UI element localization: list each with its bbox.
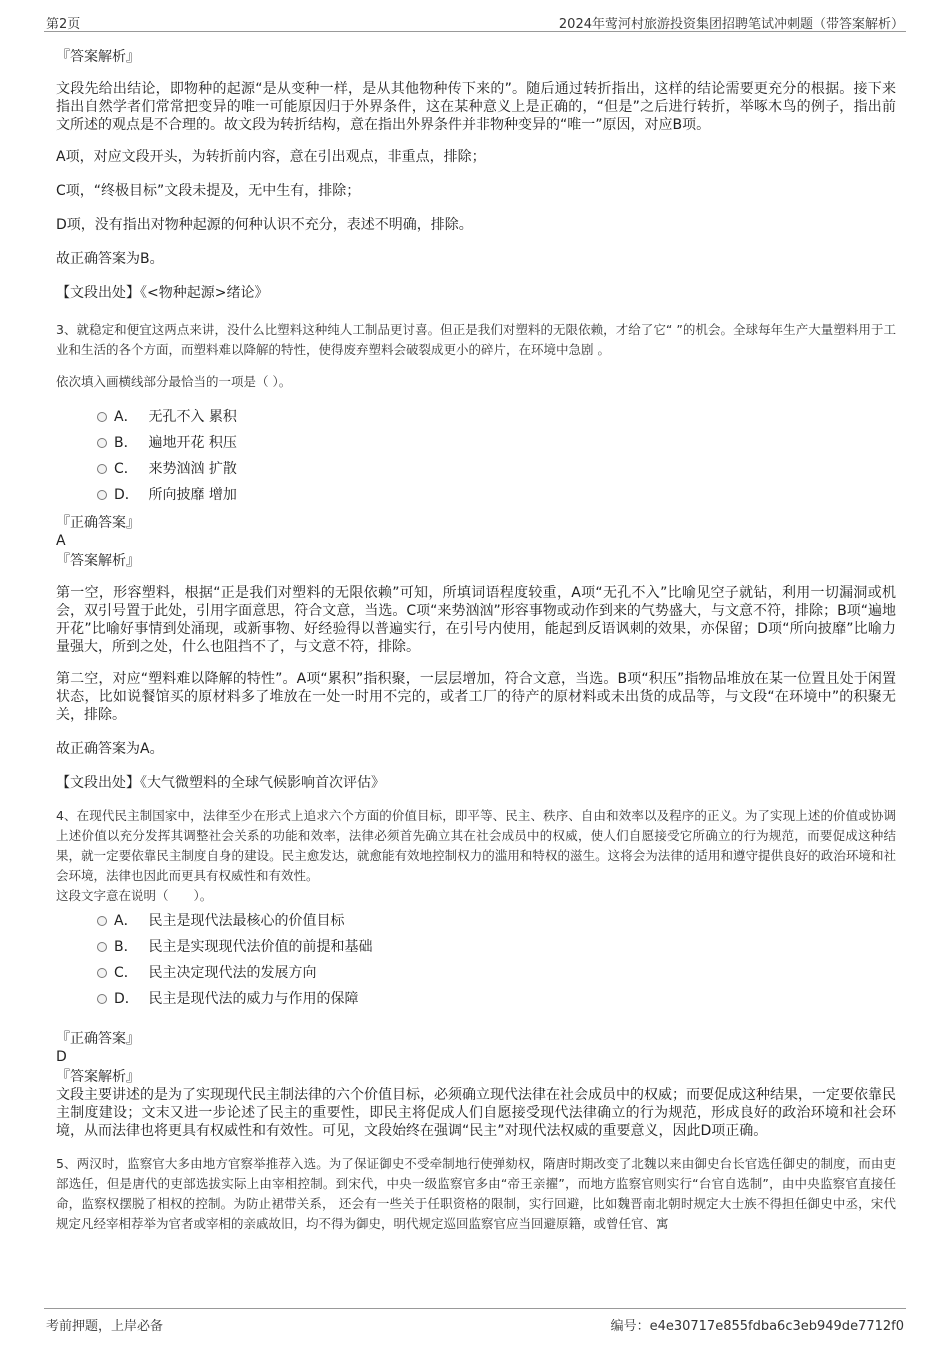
option-letter: D．	[114, 991, 139, 1007]
footer-slogan: 考前押题，上岸必备	[46, 1319, 164, 1334]
q3-options	[56, 404, 896, 508]
q4-option-b[interactable]	[56, 934, 896, 960]
document-content	[56, 46, 896, 1234]
option-text: 民主决定现代法的发展方向	[148, 965, 317, 981]
radio-button-icon[interactable]	[97, 412, 107, 422]
q2-analysis-para: C项，“终极目标”文段未提及，无中生有，排除；	[56, 183, 361, 199]
q4-prompt: 这段文字意在说明（ ）。	[56, 888, 213, 903]
option-text: 民主是现代法最核心的价值目标	[148, 913, 345, 929]
q4-option-d[interactable]	[56, 986, 896, 1012]
radio-button-icon[interactable]	[97, 438, 107, 448]
q3-analysis-para: 第一空，形容塑料，根据“正是我们对塑料的无限依赖”可知，所填词语程度较重，A项“无孔不入”比喻见空子就钻，利用一切漏洞或机会，双引号置于此处，引用字面意思，符合文意，当选。C项“来势汹汹”形容事物或动作到来的气势盛大，与文意不符，排除；B项“遍地开花”比喻好事情到处涌现，或新事物、好经验得以普遍实行，在引号内使用，能起到反语讽刺的效果，亦保留；D项“所向披靡”比喻力量强大，所到之处，什么也阻挡不了，与文意不符，排除。	[56, 585, 896, 655]
option-text: 无孔不入 累积	[148, 409, 237, 425]
q3-stem: 3、就稳定和便宜这两点来讲，没什么比塑料这种纯人工制品更讨喜。但正是我们对塑料的无限依赖，才给了它“ ”的机会。全球每年生产大量塑料用于工业和生活的各个方面，而塑料难以降解的特性，使得废弃塑料会破裂成更小的碎片，在环境中急剧 。	[56, 322, 896, 357]
correct-answer-label: 『正确答案』	[56, 1031, 140, 1047]
q4-options	[56, 908, 896, 1012]
option-letter: A．	[114, 913, 138, 929]
option-letter: A．	[114, 409, 138, 425]
q3-option-c[interactable]	[56, 456, 896, 482]
q2-conclusion: 故正确答案为B。	[56, 251, 164, 267]
q4-option-c[interactable]	[56, 960, 896, 986]
option-letter: B．	[114, 939, 138, 955]
option-text: 遍地开花 积压	[148, 435, 237, 451]
radio-button-icon[interactable]	[97, 464, 107, 474]
analysis-label: 『答案解析』	[56, 553, 140, 569]
radio-button-icon[interactable]	[97, 994, 107, 1004]
q3-option-d[interactable]	[56, 482, 896, 508]
q4-answer: D	[56, 1049, 67, 1065]
q3-analysis-para: 第二空，对应“塑料难以降解的特性”。A项“累积”指积聚，一层层增加，符合文意，当选。B项“积压”指物品堆放在某一位置且处于闲置状态，比如说餐馆买的原材料多了堆放在一处一时用不完的，或者工厂的待产的原材料或未出货的成品等，与文段“在环境中”的积聚无关，排除。	[56, 671, 896, 723]
option-text: 所向披靡 增加	[148, 487, 237, 503]
option-text: 来势汹汹 扩散	[148, 461, 237, 477]
q3-answer: A	[56, 533, 66, 549]
document-title: 2024年莺河村旅游投资集团招聘笔试冲刺题（带答案解析）	[558, 17, 904, 32]
page-number: 第2页	[46, 17, 81, 32]
q3-prompt: 依次填入画横线部分最恰当的一项是（ ）。	[56, 374, 292, 389]
option-letter: D．	[114, 487, 139, 503]
q4-option-a[interactable]	[56, 908, 896, 934]
q5-stem: 5、两汉时，监察官大多由地方官察举推荐入选。为了保证御史不受牵制地行使弹劾权，隋唐时期改变了北魏以来由御史台长官选任御史的制度，而由吏部选任，但是唐代的吏部选拔实际上由宰相控制。到宋代，中央一级监察官多由“帝王亲擢”，而地方监察官则实行“台官自选制”，由中央监察官直接任命，监察权摆脱了相权的控制。为防止裙带关系， 还会有一些关于任职资格的限制，实行回避，比如魏晋南北朝时规定大士族不得担任御史中丞，宋代规定凡经宰相荐举为官者或宰相的亲戚故旧，均不得为御史，明代规定巡回监察官应当回避原籍，或曾任官、寓	[56, 1156, 896, 1231]
q3-conclusion: 故正确答案为A。	[56, 741, 164, 757]
page-footer	[44, 1308, 906, 1333]
radio-button-icon[interactable]	[97, 916, 107, 926]
q4-stem: 4、在现代民主制国家中，法律至少在形式上追求六个方面的价值目标，即平等、民主、秩序、自由和效率以及程序的正义。为了实现上述的价值或协调上述价值以充分发挥其调整社会关系的功能和效率，法律必须首先确立其在社会成员中的权威，使人们自愿接受它所确立的行为规范，而要促成这种结果，就一定要依靠民主制度自身的建设。民主愈发达，就愈能有效地控制权力的滥用和特权的滋生。这将会为法律的适用和遵守提供良好的政治环境和社会环境，法律也因此而更具有权威性和有效性。	[56, 808, 896, 883]
option-letter: C．	[114, 461, 138, 477]
option-text: 民主是现代法的威力与作用的保障	[148, 991, 359, 1007]
option-letter: C．	[114, 965, 138, 981]
radio-button-icon[interactable]	[97, 490, 107, 500]
q2-analysis-para: A项，对应文段开头，为转折前内容，意在引出观点，非重点，排除；	[56, 149, 486, 165]
q2-analysis-para: 文段先给出结论，即物种的起源“是从变种一样，是从其他物种传下来的”。随后通过转折指出，这样的结论需要更充分的根据。接下来指出自然学者们常常把变异的唯一可能原因归于外界条件，这在某种意义上是正确的，“但是”之后进行转折，举啄木鸟的例子，指出前文所述的观点是不合理的。故文段为转折结构，意在指出外界条件并非物种变异的“唯一”原因，对应B项。	[56, 81, 896, 133]
q3-source: 【文段出处】《大气微塑料的全球气候影响首次评估》	[56, 775, 385, 791]
option-letter: B．	[114, 435, 138, 451]
document-id: 编号：e4e30717e855fdba6c3eb949de7712f0	[610, 1319, 904, 1334]
radio-button-icon[interactable]	[97, 942, 107, 952]
analysis-label: 『答案解析』	[56, 49, 140, 65]
q3-option-b[interactable]	[56, 430, 896, 456]
analysis-label: 『答案解析』	[56, 1069, 140, 1085]
q2-source: 【文段出处】《<物种起源>绪论》	[56, 285, 269, 301]
correct-answer-label: 『正确答案』	[56, 515, 140, 531]
q2-analysis-para: D项，没有指出对物种起源的何种认识不充分，表述不明确，排除。	[56, 217, 473, 233]
radio-button-icon[interactable]	[97, 968, 107, 978]
page-header	[44, 9, 906, 32]
q4-analysis: 文段主要讲述的是为了实现现代民主制法律的六个价值目标，必须确立现代法律在社会成员中的权威；而要促成这种结果，一定要依靠民主制度建设；文末又进一步论述了民主的重要性，即民主将促成人们自愿接受现代法律确立的行为规范，形成良好的政治环境和社会环境，从而法律也将更具有权威性和有效性。可见，文段始终在强调“民主”对现代法权威的重要意义，因此D项正确。	[56, 1087, 896, 1139]
q3-option-a[interactable]	[56, 404, 896, 430]
option-text: 民主是实现现代法价值的前提和基础	[148, 939, 373, 955]
